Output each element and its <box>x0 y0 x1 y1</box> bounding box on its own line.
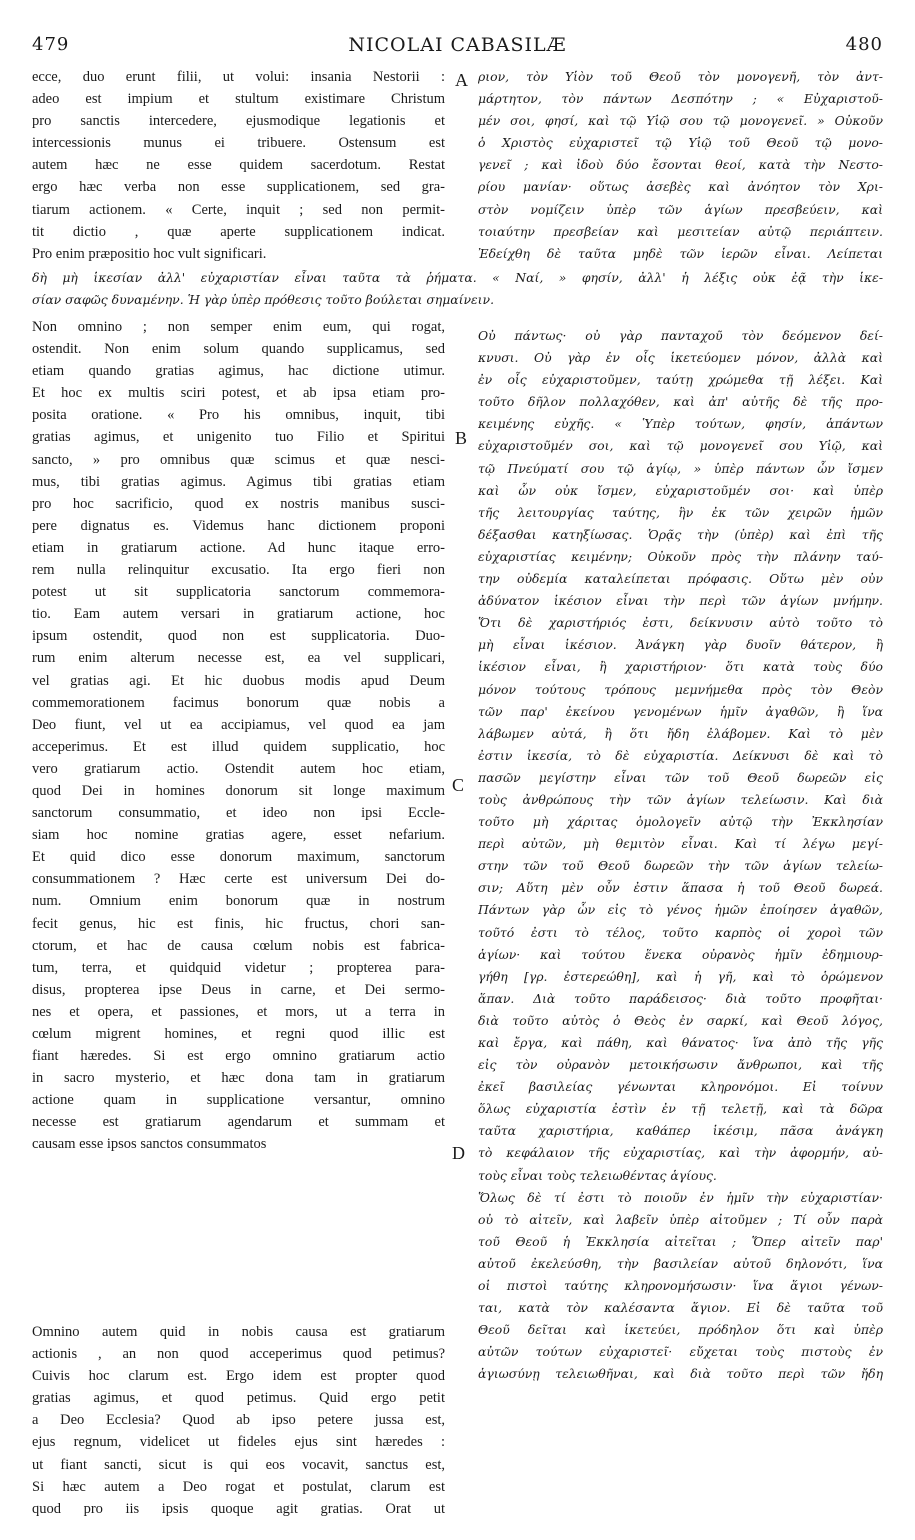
text-line: Ὅλως δὲ τί ἐστι τὸ ποιοῦν ἐν ἡμῖν τὴν εὐχαριστίαν· <box>478 1189 883 1205</box>
text-line: στην τῶν τοῦ Θεοῦ δωρεῶν τὴν τῶν ἁγίων τελείω- <box>478 858 883 874</box>
margin-marker-d: D <box>452 1143 465 1163</box>
margin-marker-b: B <box>455 428 468 448</box>
text-line: Ὅτι δὲ χαριστήριός ἐστι, δείκνυσιν αὐτὸ τοῦτο τὸ <box>478 615 883 631</box>
text-line: fecit genus, hic est finis, hic fructus, chori san- <box>32 915 445 932</box>
text-line: αὐτῶν τούτων εὐχαριστεῖ· εὔχεται τοὺς πιστοὺς ἐν <box>478 1344 883 1360</box>
text-line: rem nulla relinquitur excusatio. Ita ergo fieri non <box>32 562 445 579</box>
text-line: τῆς λειτουργίας ταύτης, ἣν ἐκ τῶν χειρῶν ἡμῶν <box>478 504 883 520</box>
text-line: ταῦτα χαριστήρια, καθάπερ ἱκέσιμ, πᾶσα ἀνάγκη <box>478 1123 883 1139</box>
text-line: ipsum ostendit, quod non est supplicatoria. Duo- <box>32 628 445 645</box>
text-line: καὶ ἔργα, καὶ πάθη, καὶ θάνατος· ἵνα ἀπὸ τῆς γῆς <box>478 1035 883 1050</box>
text-line: acceperimus. Et est illud quidem supplicatio, hoc <box>32 738 445 755</box>
text-line: τῶν παρ' ἐκείνου γενομένων ἡμῖν ἀγαθῶν, ἢ ἵνα <box>478 703 883 719</box>
text-line: in sacro mysterio, et hæc dona tam in gratiarum <box>32 1070 445 1087</box>
text-line: Non omnino ; non semper enim eum, qui rogat, <box>32 319 445 335</box>
text-line: Θεοῦ δεῖται καὶ ἱκετεύει, πρόδηλον ὅτι καὶ ὑπὲρ <box>478 1322 883 1338</box>
text-line: ostendit. Non enim solum quando supplicamus, sed <box>32 341 445 358</box>
text-line: σίαν σαφῶς δυναμένην. Ἡ γὰρ ὑπὲρ πρόθεσις τοῦτο βούλεται σημαίνειν. <box>32 292 495 307</box>
text-line: τῷ Πνεύματί σου τῷ ἁγίῳ, » ὑπὲρ πάντων ὧν ἴσμεν <box>478 460 883 476</box>
margin-marker-a: A <box>455 70 468 90</box>
text-line: pro sanctis intercedere, ejusmodique legationis et <box>32 113 445 130</box>
text-line: τὸ κεφάλαιον τῆς εὐχαριστίας, καὶ τὴν ἀφορμήν, αὐ- <box>478 1145 883 1161</box>
text-line: fiant hæredes. Si est ergo omnino gratiarum actio <box>32 1048 445 1065</box>
greek-column-top <box>478 66 883 265</box>
greek-column-main <box>478 325 883 1386</box>
text-line: κνυσι. Οὐ γὰρ ἐν οἷς ἱκετεύομεν μόνον, ἀλλὰ καὶ <box>478 350 883 366</box>
text-line: Et quid dico esse donorum maximum, sanctorum <box>32 849 445 866</box>
text-line: siam hoc nomine gratias agere, esset nefarium. <box>32 827 445 844</box>
text-line: adeo est impium et stultum existimare Christum <box>32 91 445 108</box>
text-line: sanctorum consummatio, et ideo non ipsi Eccle- <box>32 805 445 822</box>
text-line: nes et opera, et passiones, et mors, ut a terra in <box>32 1003 445 1020</box>
text-line: στὸν νομίζειν ὑπὲρ τῶν ἁγίων πρεσβεύειν, καὶ <box>478 201 883 217</box>
greek-cross-column <box>32 270 883 314</box>
text-line: ἁγιωσύνῃ τελειωθῆναι, καὶ διὰ τοῦτο περὶ τῶν ἤδη <box>478 1366 883 1382</box>
text-line: Πάντων γὰρ ὧν εἰς τὸ γένος ἡμῶν ἐποίησεν ἀγαθῶν, <box>478 902 883 918</box>
text-line: εὐχαριστίας κειμένην; Οὐκοῦν πρὸς τὴν πλάνην ταύ- <box>478 548 883 564</box>
text-line: posita oratione. « Pro his omnibus, inquit, tibi <box>32 407 445 424</box>
text-line: μόνον τούτους τρόπους μεμνήμεθα πρὸς τὸν Θεὸν <box>478 681 883 697</box>
text-line: μάρτητον, τὸν πάντων Δεσπότην ; « Εὐχαριστοῦ- <box>478 91 883 107</box>
text-line: μὴ εἶναι ἱκέσιον. Ἀνάγκη γὰρ δυοῖν θάτερον, ἢ <box>478 637 883 653</box>
text-line: σιν; Αὕτη μὲν οὖν ἐστιν ἅπασα ἡ τοῦ Θεοῦ δωρεά. <box>478 880 883 896</box>
text-line: intercessionis munus ei tribuere. Ostensum est <box>32 135 445 152</box>
text-line: quod Dei in homines donorum sit longe maximum <box>32 782 445 799</box>
text-line: ρίου μανίαν· οὕτως ἀσεβὲς καὶ ἀνόητον τὸν Χρι- <box>478 179 883 195</box>
text-line: ἐκεῖ βασιλείας γένωνται κληρονόμοι. Εἰ τοίνυν <box>478 1079 883 1095</box>
text-line: quod pro iis ipsis quoque agit gratias. Orat ut <box>32 1500 445 1517</box>
text-line: disus, propterea ipse Deus in carne, et Dei sermo- <box>32 981 445 998</box>
text-line: mus, tibi gratias agimus. Agimus tibi gratias etiam <box>32 473 445 490</box>
text-line: τοῦτό ἐστι τὸ τέλος, τοῦτο καρπὸς οἱ χοροὶ τῶν <box>478 924 883 940</box>
text-line: causam esse ipsos sanctos consummatos <box>32 1136 267 1153</box>
text-line: μέν σοι, φησί, καὶ τῷ Υἱῷ σου τῷ μονογενεῖ. » Οὐκοῦν <box>478 113 883 129</box>
text-line: τοῦ Θεοῦ ἡ Ἐκκλησία αἰτεῖται ; Ὅπερ αἰτεῖν παρ' <box>478 1233 883 1249</box>
text-line: κειμένης εὐχῆς. « Ὑπὲρ τούτων, φησίν, ἁπάντων <box>478 416 883 432</box>
text-line: εὐχαριστοῦμέν σοι, καὶ τῷ μονογενεῖ σου Υἱῷ, καὶ <box>478 438 883 454</box>
text-line: vel gratias agi. Et hic duobus modis apud Deum <box>32 672 445 689</box>
text-line: οὐ τὸ αἰτεῖν, καὶ λαβεῖν ὑπὲρ αἰτοῦμεν ; Τί οὖν παρὰ <box>478 1211 883 1227</box>
latin-column-bottom <box>32 1321 445 1520</box>
text-line: τοὺς ἀνθρώπους τὴν τῶν ἁγίων τελείωσιν. Καὶ διὰ <box>478 791 883 807</box>
text-line: Et hoc ex multis sciri potest, et ab ipsa etiam pro- <box>32 385 445 402</box>
text-line: vero gratiarum actio. Ostendit autem hoc etiam, <box>32 760 445 777</box>
text-line: tio. Eam autem versari in gratiarum actione, hoc <box>32 606 445 623</box>
text-line: cœlum migrent homines, et regni quod illic est <box>32 1026 445 1042</box>
text-line: τοὺς εἶναι τοὺς τελειωθέντας ἁγίους. <box>478 1167 717 1183</box>
text-line: περὶ αὐτῶν, μὴ θεμιτὸν εἶναι. Καὶ τί λέγω μεγί- <box>478 836 883 852</box>
text-line: actionis , an non quod acceperimus quod petimus? <box>32 1346 445 1363</box>
page-number-left: 479 <box>32 34 70 55</box>
text-line: num. Omnium enim bonorum quæ in nostrum <box>32 893 445 910</box>
margin-marker-c: C <box>452 775 465 795</box>
latin-column-main <box>32 316 445 1156</box>
text-line: διὰ τοῦτο αὐτὸς ὁ Θεὸς ἐν σαρκί, καὶ Θεοῦ λόγος, <box>478 1012 883 1028</box>
text-line: ἅπαν. Διὰ τοῦτο παράδεισος· διὰ τοῦτο προφῆται· <box>478 990 883 1006</box>
text-line: δέξασθαι κατηξίωσας. Ὁρᾷς τὴν (ὑπὲρ) καὶ ἐπὶ τῆς <box>478 526 883 542</box>
text-line: Omnino autem quid in nobis causa est gratiarum <box>32 1324 445 1340</box>
text-line: etiam quando gratias agimus, hac dictione utimur. <box>32 363 445 380</box>
text-line: ἀδύνατον ἱκέσιον εἶναι τὴν περὶ τῶν ἁγίων μνήμην. <box>478 593 883 609</box>
text-line: etiam in gratiarum actione. Ad hunc itaque erro- <box>32 539 445 556</box>
text-line: δὴ μὴ ἱκεσίαν ἀλλ' εὐχαριστίαν εἶναι ταῦτα τὰ ῥήματα. « Ναί, » φησίν, ἀλλ' ἡ λέξις οὐκ ἐᾷ τὴν ἱκε- <box>32 270 883 285</box>
text-line: ριον, τὸν Υἱὸν τοῦ Θεοῦ τὸν μονογενῆ, τὸν ἀντ- <box>478 69 883 84</box>
text-line: οἱ πιστοὶ ταύτης κληρονομήσωσιν· ἵνα ἅγιοι γένων- <box>478 1278 883 1294</box>
text-line: pere dignatus es. Videmus hanc dictionem proponi <box>32 517 445 534</box>
text-line: γενεῖ ; καὶ ἰδοὺ δύο ἔσονται θεοί, κατὰ τὴν Νεστο- <box>478 157 883 173</box>
text-line: ergo hæc verba non esse supplicationem, sed gra- <box>32 179 445 196</box>
text-line: autem hæc ne esse quidem sacerdotum. Restat <box>32 157 445 174</box>
text-line: Cuivis hoc clarum est. Ergo idem est propter quod <box>32 1368 445 1385</box>
page-number-right: 480 <box>845 34 883 55</box>
text-line: αὐτοῦ ἐκελεύσθη, τὴν βασιλείαν αὐτοῦ δηλονότι, ἵνα <box>478 1255 883 1271</box>
text-line: Ἐδείχθη δὲ ταῦτα μηδὲ τῶν ἱερῶν εἶναι. Λείπεται <box>478 245 883 261</box>
text-line: gratias agimus, et unigenito tuo Filio et Spiritui <box>32 429 445 446</box>
text-line: necesse est gratiarum agendarum et summam et <box>32 1114 445 1131</box>
page-title: NICOLAI CABASILÆ <box>348 34 567 56</box>
text-line: tiarum actionem. « Certe, inquit ; sed non permit- <box>32 201 445 218</box>
text-line: actione quam in supplicatione versantur, omnino <box>32 1092 445 1109</box>
text-line: ται, κατὰ τὸν καλέσαντα ἅγιον. Εἰ δὲ ταῦτα τοῦ <box>478 1300 883 1316</box>
text-line: λάβωμεν αὐτά, ἢ ὅτι ἤδη ἐλάβομεν. Καὶ τὸ μὲν <box>478 725 883 741</box>
text-line: γήθη [γρ. ἐστερεώθη], καὶ ἡ γῆ, καὶ τὸ ὁρώμενον <box>478 968 883 984</box>
text-line: ἐν οἷς εὐχαριστοῦμεν, ταύτῃ χρώμεθα τῇ λέξει. Καὶ <box>478 372 883 388</box>
text-line: την οὐδεμία καταλείπεται πρόφασις. Οὕτω μὲν οὐν <box>478 571 883 587</box>
text-line: rum enim alterum necesse est, ea vel supplicari, <box>32 650 445 667</box>
text-line: Οὐ πάντως· οὐ γὰρ πανταχοῦ τὸν δεόμενον δεί- <box>478 328 883 343</box>
text-line: Deo fiunt, vel ut ea accipiamus, vel quod ea jam <box>32 716 445 733</box>
text-line: tit dictio , quæ aperte supplicationem indicat. <box>32 223 445 240</box>
text-line: Pro enim præpositio hoc vult significari. <box>32 245 267 262</box>
text-line: pro hoc sacrificio, quod ex nostris manibus susci- <box>32 495 445 512</box>
text-line: ecce, duo erunt filii, ut volui: insania Nestorii : <box>32 69 445 85</box>
text-line: ejus regnum, videlicet ut fideles ejus sint hæredes : <box>32 1434 445 1451</box>
text-line: commemorationem facimus bonorum quæ nobis a <box>32 694 445 711</box>
text-line: ἁγίων· καὶ τούτου ἕνεκα οὐρανὸς ἡμῖν ἐδημιουρ- <box>478 946 883 962</box>
text-line: καὶ ὧν οὐκ ἴσμεν, εὐχαριστοῦμέν σοι· καὶ ὑπὲρ <box>478 482 883 498</box>
text-line: Si hæc autem a Deo rogat et postulat, clarum est <box>32 1478 445 1495</box>
running-header <box>32 30 883 60</box>
text-line: εἰς τὸν οὐρανὸν μετοικήσωσιν ἄνθρωποι, καὶ τῆς <box>478 1057 883 1073</box>
text-line: gratias agimus, et quod petimus. Quid ergo petit <box>32 1390 445 1407</box>
text-line: τοῦτο δῆλον πολλαχόθεν, καὶ ἀπ' αὐτῆς δὲ τῆς προ- <box>478 394 883 410</box>
text-line: ut fiant sancti, sicut is qui eos vocavit, sanctus est, <box>32 1456 445 1473</box>
text-line: ὅλως εὐχαριστία ἐστὶν ἐν τῇ τελετῇ, καὶ τὰ δῶρα <box>478 1101 883 1117</box>
text-line: ἐστιν ἱκεσία, τὸ δὲ εὐχαριστία. Δείκνυσι δὲ καὶ τὸ <box>478 747 883 763</box>
text-line: potest ut sit supplicatoria sanctorum commemora- <box>32 584 445 601</box>
text-line: ctorum, et hac de causa cœlum nobis est fabrica- <box>32 937 445 954</box>
latin-column-top <box>32 66 445 265</box>
text-line: πασῶν μεγίστην εἶναι τῶν τοῦ Θεοῦ δωρεῶν εἰς <box>478 769 883 785</box>
text-line: τοιαύτην πρεσβείαν καὶ μεσιτείαν αὐτῷ περιάπτειν. <box>478 223 883 239</box>
text-line: tum, terra, et quidquid videtur ; propterea para- <box>32 959 445 976</box>
text-line: ἱκέσιον εἶναι, ἢ χαριστήριον· ὅτι κατὰ τοὺς δύο <box>478 659 883 675</box>
text-line: τοῦτο μὴ χάριτας ὁμολογεῖν αὐτῷ τὴν Ἐκκλησίαν <box>478 814 883 830</box>
text-line: a Deo Ecclesia? Quod ab ipso petere jussa est, <box>32 1412 445 1429</box>
text-line: ὁ Χριστὸς εὐχαριστεῖ τῷ Υἱῷ τοῦ Θεοῦ τῷ μονο- <box>478 135 883 151</box>
text-line: consummationem ? Hæc certe est universum Dei do- <box>32 871 445 888</box>
text-line: sancto, » pro omnibus quæ scimus et quæ nesci- <box>32 451 445 468</box>
